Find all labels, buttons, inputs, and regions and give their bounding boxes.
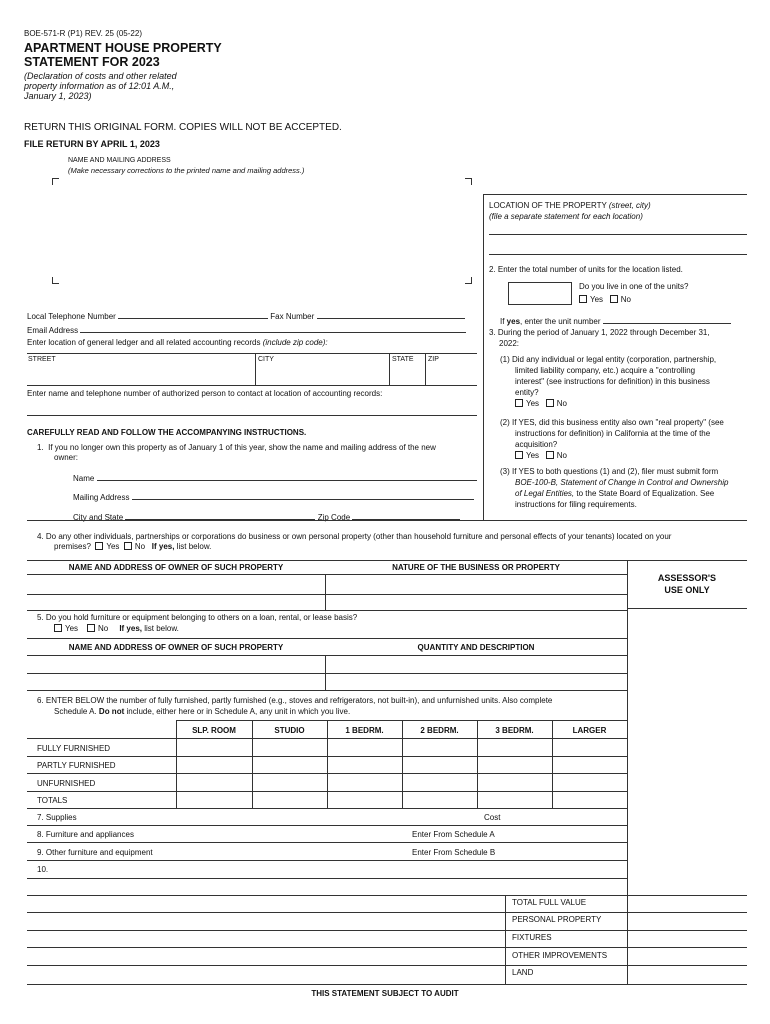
q6-line-2-post: include, either here or in Schedule A, any unit in which you live. bbox=[124, 707, 351, 716]
q1-city-label: City and State bbox=[73, 513, 124, 522]
subtitle-line-3: January 1, 2023) bbox=[24, 91, 92, 101]
state-column: STATE bbox=[392, 356, 414, 363]
q3-intro bbox=[489, 327, 710, 349]
authorized-person-field[interactable] bbox=[27, 415, 477, 416]
location-label-text: LOCATION OF THE PROPERTY bbox=[489, 201, 607, 210]
col-1-bedrm: 1 BEDRM. bbox=[345, 726, 384, 735]
q1-city-field[interactable] bbox=[125, 511, 315, 520]
file-by-date: FILE RETURN BY APRIL 1, 2023 bbox=[24, 139, 160, 149]
q5-text bbox=[37, 612, 357, 634]
line-10-field[interactable] bbox=[27, 878, 627, 879]
email-row bbox=[27, 324, 479, 335]
q3-p1-line-3: interest" (see instructions for definition) in this business bbox=[515, 377, 710, 386]
q3-p1-yes-checkbox[interactable] bbox=[515, 399, 523, 407]
q4-header-bottom bbox=[27, 574, 627, 575]
return-notice: RETURN THIS ORIGINAL FORM. COPIES WILL NOT BE ACCEPTED. bbox=[24, 122, 342, 133]
q2-yes-checkbox[interactable] bbox=[579, 295, 587, 303]
location-label-italic: (street, city) bbox=[608, 201, 651, 210]
q4-premises: premises? bbox=[54, 542, 91, 551]
q2-no-checkbox[interactable] bbox=[610, 295, 618, 303]
line-9-field[interactable] bbox=[27, 860, 627, 861]
assessor-line-1: ASSESSOR'S bbox=[657, 573, 717, 583]
units-col-div-0 bbox=[176, 720, 177, 808]
totals-line-3 bbox=[27, 947, 747, 948]
totals-line-1 bbox=[27, 912, 747, 913]
q5-list-below: list below. bbox=[142, 624, 179, 633]
totals-top bbox=[27, 895, 747, 896]
q3-p1-yes-label: Yes bbox=[526, 399, 540, 408]
assessor-header-bottom bbox=[627, 608, 747, 609]
unit-number-field[interactable] bbox=[603, 315, 731, 324]
q1-line-2: owner: bbox=[54, 453, 79, 462]
row-totals: TOTALS bbox=[37, 796, 68, 805]
q4-row-1[interactable] bbox=[27, 594, 627, 595]
q6-text bbox=[37, 695, 552, 717]
email-field[interactable] bbox=[80, 324, 466, 333]
ledger-label bbox=[27, 338, 328, 347]
q5-table-top bbox=[27, 638, 627, 639]
zip-column: ZIP bbox=[428, 356, 439, 363]
title-line-1: APARTMENT HOUSE PROPERTY bbox=[24, 41, 222, 55]
q2-yes-label: Yes bbox=[590, 295, 604, 304]
q1-zip-field[interactable] bbox=[352, 511, 460, 520]
q1-mailing-field[interactable] bbox=[132, 491, 474, 500]
q2-text: 2. Enter the total number of units for the location listed. bbox=[489, 265, 683, 274]
units-col-div-2 bbox=[327, 720, 328, 808]
totals-bottom bbox=[27, 984, 747, 985]
total-personal-property: PERSONAL PROPERTY bbox=[512, 915, 602, 924]
q3-p3-line-3b: to the State Board of Equalization. See bbox=[574, 489, 715, 498]
q5-yes-label: Yes bbox=[65, 624, 79, 633]
ledger-divider-2 bbox=[389, 353, 390, 385]
q3-intro-line-1: 3. During the period of January 1, 2022 through December 31, bbox=[489, 328, 710, 337]
q3-p1-line-4: entity? bbox=[515, 388, 539, 397]
form-subtitle bbox=[24, 71, 177, 101]
line-9-other-furniture: 9. Other furniture and equipment bbox=[37, 848, 153, 857]
q5-no-label: No bbox=[97, 624, 109, 633]
line-8-field[interactable] bbox=[27, 842, 627, 843]
q1-name-field[interactable] bbox=[97, 472, 477, 481]
totals-line-4 bbox=[27, 965, 747, 966]
q3-p2-line-2: instructions for definition) in California at the time of the bbox=[515, 429, 711, 438]
col-studio: STUDIO bbox=[274, 726, 305, 735]
address-hint: (Make necessary corrections to the printed name and mailing address.) bbox=[68, 166, 305, 175]
mailing-address-window[interactable] bbox=[52, 178, 472, 284]
q3-p1-no-label: No bbox=[556, 399, 567, 408]
line-8-furniture: 8. Furniture and appliances bbox=[37, 830, 134, 839]
form-title bbox=[24, 41, 222, 69]
q3-p2-line-1: (2) If YES, did this business entity also own "real property" (see bbox=[500, 418, 724, 427]
total-full-value: TOTAL FULL VALUE bbox=[512, 898, 587, 907]
location-label bbox=[489, 201, 651, 210]
row-fully-furnished: FULLY FURNISHED bbox=[37, 744, 111, 753]
q5-row-2[interactable] bbox=[27, 690, 627, 691]
q2-no-label: No bbox=[620, 295, 631, 304]
street-column: STREET bbox=[28, 356, 56, 363]
q3-p1-line-1: (1) Did any individual or legal entity (corporation, partnership, bbox=[500, 355, 717, 364]
q2-live-question: Do you live in one of the units? bbox=[579, 282, 689, 291]
q4-no-label: No bbox=[134, 542, 146, 551]
q1-zip-label: Zip Code bbox=[317, 513, 351, 522]
q3-p2-line-3: acquisition? bbox=[515, 440, 558, 449]
q5-row-1[interactable] bbox=[27, 673, 627, 674]
total-other-improvements: OTHER IMPROVEMENTS bbox=[512, 951, 608, 960]
ledger-divider-3 bbox=[425, 353, 426, 385]
totals-line-2 bbox=[27, 930, 747, 931]
q5-line-1: 5. Do you hold furniture or equipment belonging to others on a loan, rental, or lease basis? bbox=[37, 613, 358, 622]
units-count-box[interactable] bbox=[508, 282, 572, 305]
title-line-2: STATEMENT FOR 2023 bbox=[24, 55, 160, 69]
phone-label: Local Telephone Number bbox=[27, 312, 116, 321]
q5-no-checkbox[interactable] bbox=[87, 624, 95, 632]
line-7-supplies: 7. Supplies bbox=[37, 813, 77, 822]
total-land: LAND bbox=[512, 968, 534, 977]
units-col-div-4 bbox=[477, 720, 478, 808]
q2-unit-number bbox=[500, 315, 731, 326]
ledger-label-text: Enter location of general ledger and all related accounting records bbox=[27, 338, 261, 347]
q1-mailing-label: Mailing Address bbox=[73, 493, 130, 502]
q3-p2-no-checkbox[interactable] bbox=[546, 451, 554, 459]
q2-if-bold: yes bbox=[506, 317, 521, 326]
units-row-line-4 bbox=[27, 808, 627, 809]
q5-yes-checkbox[interactable] bbox=[54, 624, 62, 632]
q4-yes-checkbox[interactable] bbox=[95, 542, 103, 550]
line-7-field[interactable] bbox=[27, 825, 627, 826]
q2-if-pre: If bbox=[500, 317, 507, 326]
q4-row-2[interactable] bbox=[27, 610, 627, 611]
q3-p2-yes-checkbox[interactable] bbox=[515, 451, 523, 459]
q4-yes-label: Yes bbox=[106, 542, 120, 551]
ledger-table-bottom bbox=[27, 385, 477, 386]
fax-label: Fax Number bbox=[270, 312, 315, 321]
col-2-bedrm: 2 BEDRM. bbox=[420, 726, 459, 735]
q4-text bbox=[37, 532, 747, 552]
col-3-bedrm: 3 BEDRM. bbox=[495, 726, 534, 735]
q2-live-options bbox=[579, 295, 631, 304]
line-10: 10. bbox=[37, 865, 49, 874]
q4-no-checkbox[interactable] bbox=[124, 542, 132, 550]
q3-part-1 bbox=[500, 354, 748, 409]
q3-p2-no-label: No bbox=[556, 451, 567, 460]
assessor-line-2: USE ONLY bbox=[664, 585, 710, 595]
units-col-div-1 bbox=[252, 720, 253, 808]
phone-fax-row bbox=[27, 310, 477, 321]
line-9-schedule-b: Enter From Schedule B bbox=[412, 848, 496, 857]
q3-intro-line-2: 2022: bbox=[499, 339, 520, 348]
col-slp-room: SLP. ROOM bbox=[192, 726, 236, 735]
address-label: NAME AND MAILING ADDRESS bbox=[68, 157, 171, 164]
ledger-divider-1 bbox=[255, 353, 256, 385]
ledger-label-italic: (include zip code): bbox=[262, 338, 328, 347]
q4-line-1: 4. Do any other individuals, partnerships or corporations do business or own personal property (other than household furniture and personal effects of your tenants) located on your bbox=[37, 532, 672, 541]
q3-p3-line-4: instructions for filing requirements. bbox=[515, 500, 637, 509]
q1-num: 1. bbox=[37, 443, 44, 452]
q5-col-owner: NAME AND ADDRESS OF OWNER OF SUCH PROPERTY bbox=[68, 643, 284, 652]
q4-col-divider bbox=[325, 574, 326, 610]
q5-col-divider bbox=[325, 655, 326, 690]
q3-p1-no-checkbox[interactable] bbox=[546, 399, 554, 407]
location-hint: (file a separate statement for each location) bbox=[489, 212, 643, 221]
line-8-schedule-a: Enter From Schedule A bbox=[412, 830, 495, 839]
q6-line-2-bold: Do not bbox=[98, 707, 125, 716]
location-line-1[interactable] bbox=[489, 234, 747, 235]
right-column-border bbox=[483, 194, 484, 520]
instructions-heading: CAREFULLY READ AND FOLLOW THE ACCOMPANYING INSTRUCTIONS. bbox=[27, 428, 307, 437]
totals-left-border bbox=[505, 895, 506, 984]
q3-p2-yes-label: Yes bbox=[526, 451, 540, 460]
section-divider-q4 bbox=[27, 520, 747, 521]
units-col-div-3 bbox=[402, 720, 403, 808]
q6-line-2-pre: Schedule A. bbox=[54, 707, 99, 716]
q1-name-row bbox=[73, 472, 483, 483]
totals-right-border bbox=[627, 895, 628, 984]
q5-col-quantity: QUANTITY AND DESCRIPTION bbox=[417, 643, 535, 652]
q4-col-owner: NAME AND ADDRESS OF OWNER OF SUCH PROPERTY bbox=[68, 563, 284, 572]
q1-line-1: If you no longer own this property as of January 1 of this year, show the name and mailing address of the new bbox=[48, 443, 436, 452]
fax-field[interactable] bbox=[317, 310, 465, 319]
q3-part-3 bbox=[500, 466, 748, 510]
subtitle-line-2: property information as of 12:01 A.M., bbox=[24, 81, 175, 91]
q1-name-label: Name bbox=[73, 474, 95, 483]
q6-line-1: 6. ENTER BELOW the number of fully furnished, partly furnished (e.g., stoves and refrigerators, not built-in), and unfurnished units. Also complete bbox=[37, 696, 553, 705]
q5-header-bottom bbox=[27, 655, 627, 656]
assessor-left-border bbox=[627, 560, 628, 902]
subtitle-line-1: (Declaration of costs and other related bbox=[24, 71, 177, 81]
form-id: BOE-571-R (P1) REV. 25 (05-22) bbox=[24, 29, 142, 38]
q4-col-nature: NATURE OF THE BUSINESS OR PROPERTY bbox=[392, 563, 560, 572]
row-unfurnished: UNFURNISHED bbox=[37, 779, 96, 788]
audit-footer: THIS STATEMENT SUBJECT TO AUDIT bbox=[311, 989, 459, 998]
phone-field[interactable] bbox=[118, 310, 268, 319]
authorized-person-label: Enter name and telephone number of authorized person to contact at location of accounting records: bbox=[27, 389, 383, 398]
email-label: Email Address bbox=[27, 326, 79, 335]
q3-p3-line-2: BOE-100-B, Statement of Change in Control and Ownership bbox=[515, 478, 729, 487]
q4-if-yes: If yes, bbox=[151, 542, 175, 551]
location-top-border bbox=[483, 194, 747, 195]
q3-p1-line-2: limited liability company, etc.) acquire a "controlling bbox=[515, 366, 696, 375]
units-col-div-5 bbox=[552, 720, 553, 808]
q1-mailing-row bbox=[73, 491, 483, 502]
q5-if-yes: If yes, bbox=[119, 624, 142, 633]
col-larger: LARGER bbox=[572, 726, 607, 735]
line-7-cost: Cost bbox=[484, 813, 501, 822]
q2-if-post: , enter the unit number bbox=[520, 317, 601, 326]
ledger-table-top bbox=[27, 353, 477, 354]
assessor-use-only bbox=[627, 572, 747, 596]
city-column: CITY bbox=[258, 356, 274, 363]
q1-text bbox=[37, 443, 436, 463]
q3-p3-line-3: of Legal Entities, bbox=[515, 489, 575, 498]
q3-part-2 bbox=[500, 417, 748, 461]
location-line-2[interactable] bbox=[489, 254, 747, 255]
q3-p3-line-1: (3) If YES to both questions (1) and (2), filer must submit form bbox=[500, 467, 719, 476]
q4-table-top bbox=[27, 560, 747, 561]
total-fixtures: FIXTURES bbox=[512, 933, 552, 942]
row-partly-furnished: PARTLY FURNISHED bbox=[37, 761, 116, 770]
q4-list-below: list below. bbox=[174, 542, 212, 551]
